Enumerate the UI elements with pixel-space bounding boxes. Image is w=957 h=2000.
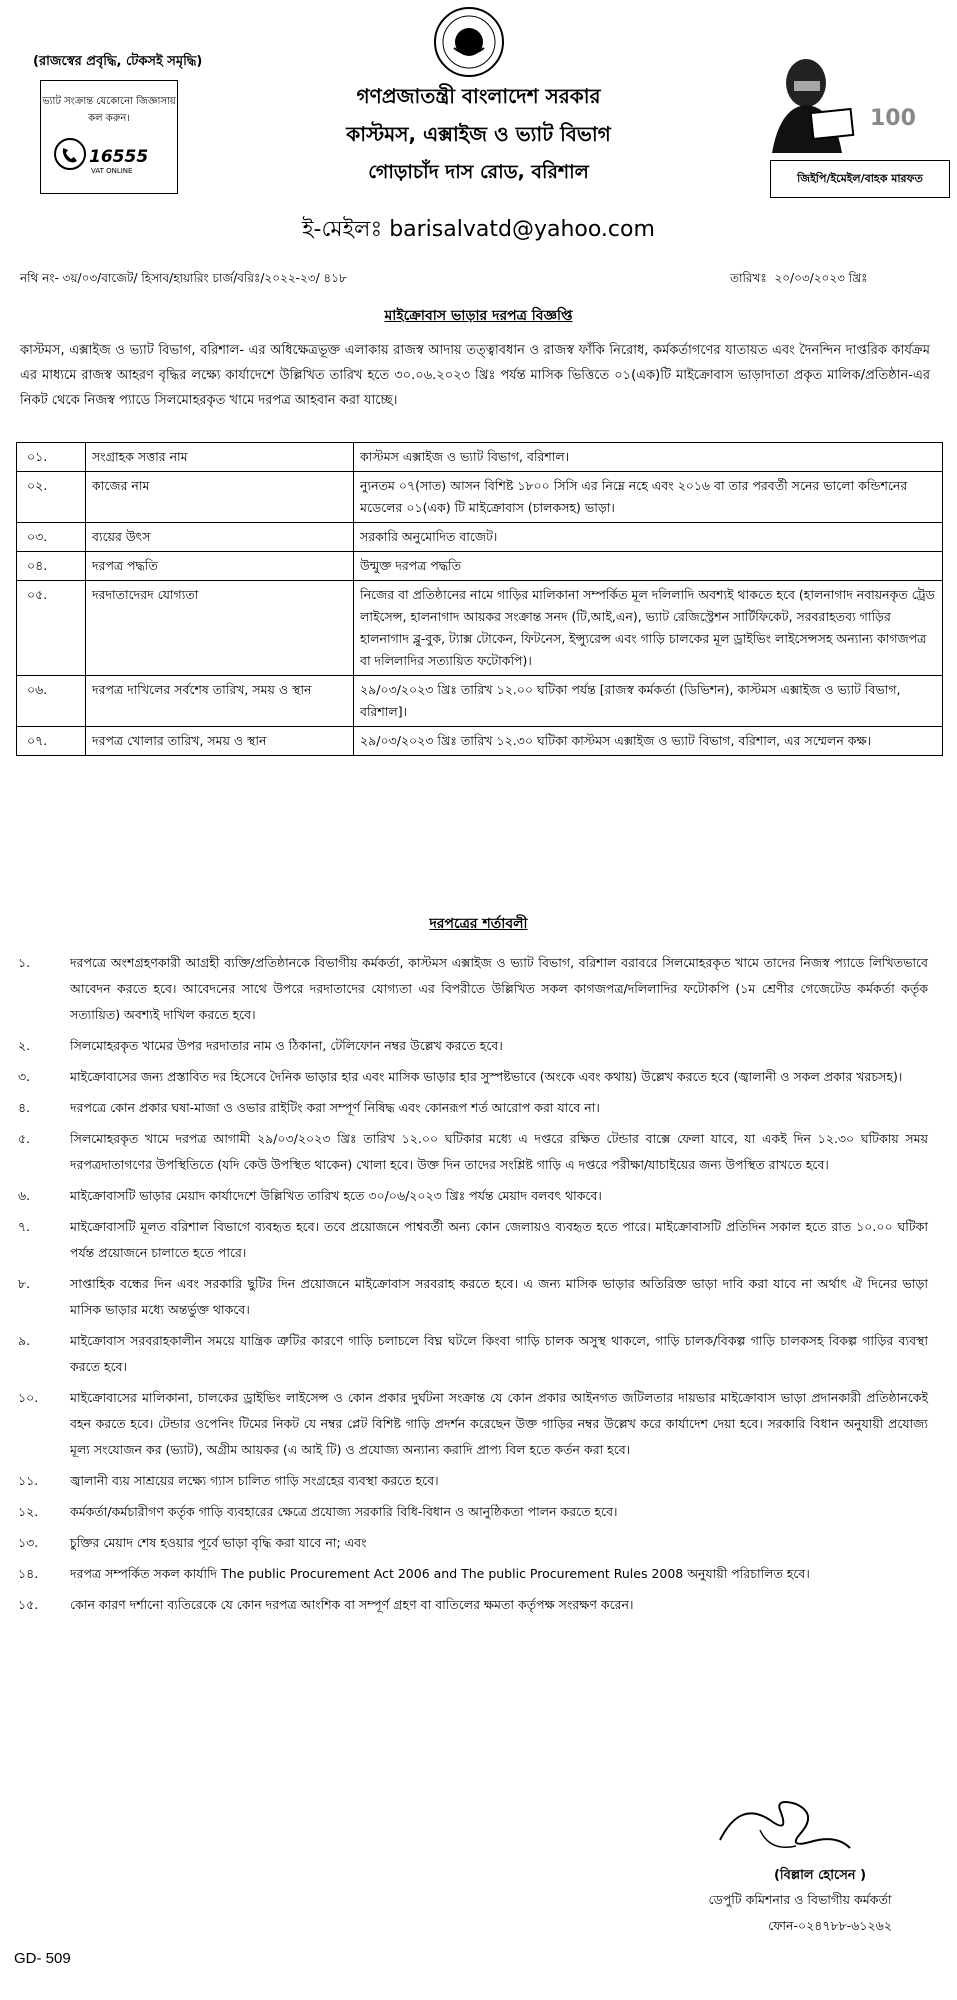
term-number: ১২.	[18, 1504, 39, 1519]
term-item	[18, 1499, 928, 1525]
term-text: চুক্তির মেয়াদ শেষ হওয়ার পূর্বে ভাড়া বৃদ্ধি করা যাবে না; এবং	[70, 1535, 367, 1550]
term-item	[18, 1095, 928, 1121]
term-number: ১০.	[18, 1390, 39, 1405]
notice-title: মাইক্রোবাস ভাড়ার দরপত্র বিজ্ঞপ্তি	[384, 308, 573, 324]
term-text: মাইক্রোবাসের মালিকানা, চালকের ড্রাইভিং লাইসেন্স ও কোন প্রকার দুর্ঘটনা সংক্রান্ত যে কোন প্রকার আইনগত জটিলতার দায়ভার মাইক্রোবাস ভাড়া প্রদানকারী প্রতিষ্ঠানকেই বহন করতে হবে। টেন্ডার ওপেনিং টিমের নিকট যে নম্বর প্লেট বিশিষ্ট গাড়ি প্রদর্শন করেছেন উক্ত গাড়ির নম্বর উল্লেখ করে কার্যাদেশ দেয়া হবে। সরকারি বিধান অনুযায়ী প্রযোজ্য মূল্য সংযোজন কর (ভ্যাট), অগ্রীম আয়কর (এ আই টি) ও প্রযোজ্য অন্যান্য করাদি প্রাপ্য বিল হতে কর্তন করা হবে।	[70, 1390, 928, 1457]
table-row	[17, 581, 943, 676]
row-value: সরকারি অনুমোদিত বাজেট।	[354, 523, 943, 552]
row-value: উন্মুক্ত দরপত্র পদ্ধতি	[354, 552, 943, 581]
term-text: কোন কারণ দর্শানো ব্যতিরেকে যে কোন দরপত্র আংশিক বা সম্পূর্ণ গ্রহণ বা বাতিলের ক্ষমতা কর্তৃপক্ষ সংরক্ষণ করেন।	[70, 1597, 634, 1612]
row-label: দরপত্র দাখিলের সর্বশেষ তারিখ, সময় ও স্থান	[86, 676, 354, 727]
date-value: ২০/০৩/২০২৩ খ্রিঃ	[774, 271, 868, 285]
term-number: ২.	[18, 1038, 31, 1053]
term-text: সিলমোহরকৃত খামের উপর দরদাতার নাম ও ঠিকানা, টেলিফোন নম্বর উল্লেখ করতে হবে।	[70, 1038, 503, 1053]
email-label: ই-মেইলঃ	[302, 217, 383, 242]
term-item	[18, 1530, 928, 1556]
email-line	[0, 212, 957, 249]
term-item	[18, 1561, 928, 1587]
term-item	[18, 1385, 928, 1463]
delivery-mode-box: জিইপি/ইমেইল/বাহক মারফত	[770, 160, 950, 198]
mujib-centenary-portrait-icon	[750, 45, 918, 153]
vat-hotline-text: ভ্যাট সংক্রান্ত যেকোনো জিজ্ঞাসায় কল করুন।	[42, 96, 176, 124]
terms-list	[18, 950, 928, 1623]
row-value: ২৯/০৩/২০২৩ খ্রিঃ তারিখ ১২.০০ ঘটিকা পর্যন্ত [রাজস্ব কর্মকর্তা (ডিভিশন), কাস্টমস এক্সাইজ ও ভ্যাট বিভাগ, বরিশাল]।	[354, 676, 943, 727]
date-line	[730, 270, 868, 290]
row-label: কাজের নাম	[86, 472, 354, 523]
term-item	[18, 950, 928, 1028]
term-number: ৬.	[18, 1188, 31, 1203]
term-text: দরপত্র সম্পর্কিত সকল কার্যাদি The public Procurement Act 2006 and The public Procurement Rules 2008 অনুযায়ী পরিচালিত হবে।	[70, 1566, 810, 1581]
table-row	[17, 443, 943, 472]
terms-title: দরপত্রের শর্তাবলী	[429, 916, 528, 932]
slogan: (রাজস্বের প্রবৃদ্ধি, টেকসই সমৃদ্ধি)	[33, 54, 203, 69]
term-item	[18, 1183, 928, 1209]
term-text: মাইক্রোবাসটি মূলত বরিশাল বিভাগে ব্যবহৃত হবে। তবে প্রয়োজনে পাশ্ববর্তী অন্য কোন জেলায়ও ব্যবহৃত হতে পারে। মাইক্রোবাসটি প্রতিদিন সকাল হতে রাত ১০.০০ ঘটিকা পর্যন্ত প্রয়োজনে চালাতে হতে পারে।	[70, 1219, 928, 1260]
department-name: কাস্টমস, এক্সাইজ ও ভ্যাট বিভাগ	[346, 122, 611, 146]
handwritten-signature-icon	[700, 1790, 880, 1862]
term-number: ১৪.	[18, 1566, 39, 1581]
term-text: দরপত্রে কোন প্রকার ঘষা-মাজা ও ওভার রাইটিং করা সম্পূর্ণ নিষিদ্ধ এবং কোনরূপ শর্ত আরোপ করা যাবে না।	[70, 1100, 600, 1115]
government-seal-icon	[424, 4, 514, 80]
term-number: ৫.	[18, 1131, 31, 1146]
date-label: তারিখঃ	[730, 271, 767, 285]
table-row	[17, 523, 943, 552]
row-value: নিজের বা প্রতিষ্ঠানের নামে গাড়ির মালিকানা সম্পর্কিত মূল দলিলাদি অবশ্যই থাকতে হবে (হালনাগাদ নবায়নকৃত ট্রেড লাইসেন্স, হালনাগাদ আয়কর সংক্রান্ত সনদ (টি,আই,এন), ভ্যাট রেজিস্ট্রেশন সার্টিফিকেট, সরবরাহতব্য গাড়ির হালনাগাদ ব্লু-বুক, ট্যাক্স টোকেন, ফিটনেস, ইন্স্যুরেন্স এবং গাড়ি চালকের মূল ড্রাইভিং লাইসেন্সসহ অন্যান্য কাগজপত্র বা দলিলাদির সত্যায়িত ফটোকপি)।	[354, 581, 943, 676]
row-value: ২৯/০৩/২০২৩ খ্রিঃ তারিখ ১২.৩০ ঘটিকা কাস্টমস এক্সাইজ ও ভ্যাট বিভাগ, বরিশাল, এর সম্মেলন কক্ষ।	[354, 727, 943, 756]
row-number: ০১.	[17, 443, 86, 472]
term-item	[18, 1064, 928, 1090]
term-item	[18, 1468, 928, 1494]
term-text: দরপত্রে অংশগ্রহণকারী আগ্রহী ব্যক্তি/প্রতিষ্ঠানকে বিভাগীয় কর্মকর্তা, কাস্টমস এক্সাইজ ও ভ্যাট বিভাগ, বরিশাল বরাবরে সিলমোহরকৃত খামে তাদের নিজস্ব প্যাডে লিখিতভাবে আবেদন করতে হবে। আবেদনের সাথে উপরে দরদাতাদের যোগ্যতা এর বিপরীতে উল্লিখিত সকল কাগজপত্র/দলিলাদির ফটোকপি (১ম শ্রেণীর গেজেটেড কর্মকর্তা কর্তৃক সত্যায়িত) অবশ্যই দাখিল করতে হবে।	[70, 955, 928, 1022]
term-number: ৯.	[18, 1333, 31, 1348]
term-item	[18, 1033, 928, 1059]
term-item	[18, 1271, 928, 1323]
row-label: দরপত্র খোলার তারিখ, সময় ও স্থান	[86, 727, 354, 756]
row-value: কাস্টমস এক্সাইজ ও ভ্যাট বিভাগ, বরিশাল।	[354, 443, 943, 472]
table-row	[17, 727, 943, 756]
term-number: ৭.	[18, 1219, 31, 1234]
row-number: ০৫.	[17, 581, 86, 676]
term-number: ১৫.	[18, 1597, 39, 1612]
term-text: মাইক্রোবাসটি ভাড়ার মেয়াদ কার্যাদেশে উল্লিখিত তারিখ হতে ৩০/০৬/২০২৩ খ্রিঃ পর্যন্ত মেয়াদ বলবৎ থাকবে।	[70, 1188, 602, 1203]
svg-text:100: 100	[870, 106, 916, 131]
table-row	[17, 676, 943, 727]
hotline-sub: VAT ONLINE	[91, 167, 133, 175]
signatory-designation: ডেপুটি কমিশনার ও বিভাগীয় কর্মকর্তা	[708, 1892, 892, 1907]
row-label: ব্যয়ের উৎস	[86, 523, 354, 552]
office-address: গোড়াচাঁদ দাস রোড, বরিশাল	[368, 161, 589, 183]
term-text: জ্বালানী ব্যয় সাশ্রয়ের লক্ষ্যে গ্যাস চালিত গাড়ি সংগ্রহের ব্যবস্থা করতে হবে।	[70, 1473, 439, 1488]
hotline-number: 16555	[89, 147, 149, 167]
term-number: ৮.	[18, 1276, 31, 1291]
notice-intro: কাস্টমস, এক্সাইজ ও ভ্যাট বিভাগ, বরিশাল- এর অধিক্ষেত্রভূক্ত এলাকায় রাজস্ব আদায় তত্ত্বাবধান ও রাজস্ব ফাঁকি নিরোধ, কর্মকর্তাগণের যাতায়ত এবং দৈনন্দিন দাপ্তরিক কার্যক্রম এর মাধ্যমে রাজস্ব আহরণ বৃদ্ধির লক্ষ্যে কার্যাদেশে উল্লিখিত তারিখ হতে ৩০.০৬.২০২৩ খ্রিঃ পর্যন্ত মাসিক ভিত্তিতে ০১(এক)টি মাইক্রোবাস ভাড়াদাতা প্রকৃত মালিক/প্রতিষ্ঠান-এর নিকট থেকে নিজস্ব প্যাডে সিলমোহরকৃত খামে দরপত্র আহবান করা যাচ্ছে।	[20, 343, 930, 408]
row-number: ০৭.	[17, 727, 86, 756]
signatory-name: (বিল্লাল হোসেন )	[773, 1868, 867, 1883]
gd-code: GD- 509	[14, 1950, 71, 1967]
memo-number: নথি নং- ৩য়/০৩/বাজেট/ হিসাব/হায়ারিং চার্জ/বরিঃ/২০২২-২৩/ ৪১৮	[20, 271, 347, 285]
row-label: দরদাতাদেরদ যোগ্যতা	[86, 581, 354, 676]
term-item	[18, 1214, 928, 1266]
tender-spec-table	[16, 442, 943, 756]
term-number: ৪.	[18, 1100, 31, 1115]
term-item	[18, 1126, 928, 1178]
row-label: সংগ্রাহক সত্তার নাম	[86, 443, 354, 472]
term-text: মাইক্রোবাসের জন্য প্রস্তাবিত দর হিসেবে দৈনিক ভাড়ার হার এবং মাসিক ভাড়ার হার সুস্পষ্টভাবে (অংকে এবং কথায়) উল্লেখ করতে হবে (জ্বালানী ও সকল প্রকার খরচসহ)।	[70, 1069, 903, 1084]
term-item	[18, 1328, 928, 1380]
term-number: ১.	[18, 955, 31, 970]
term-text: কর্মকর্তা/কর্মচারীগণ কর্তৃক গাড়ি ব্যবহারের ক্ষেত্রে প্রযোজ্য সরকারি বিধি-বিধান ও আনুষ্ঠিকতা পালন করতে হবে।	[70, 1504, 618, 1519]
row-number: ০৩.	[17, 523, 86, 552]
term-number: ১৩.	[18, 1535, 39, 1550]
government-name: গণপ্রজাতন্ত্রী বাংলাদেশ সরকার	[356, 84, 601, 108]
table-row	[17, 472, 943, 523]
term-text: সিলমোহরকৃত খামে দরপত্র আগামী ২৯/০৩/২০২৩ খ্রিঃ তারিখ ১২.০০ ঘটিকার মধ্যে এ দপ্তরে রক্ষিত টেন্ডার বাক্সে ফেলা যাবে, যা একই দিন ১২.৩০ ঘটিকায় সময় দরপত্রদাতাগণের উপস্থিতিতে (যদি কেউ উপস্থিত থাকেন) খোলা হবে। উক্ত দিন তাদের সংশ্লিষ্ট গাড়ি এ দপ্তরে পরীক্ষা/যাচাইয়ের জন্য উপস্থিত রাখতে হবে।	[70, 1131, 928, 1172]
email-address[interactable]: barisalvatd@yahoo.com	[389, 217, 655, 242]
row-number: ০২.	[17, 472, 86, 523]
table-row	[17, 552, 943, 581]
row-number: ০৪.	[17, 552, 86, 581]
signatory-phone: ফোন-০২৪৭৮৮-৬১২৬২	[768, 1918, 892, 1933]
term-text: সাপ্তাহিক বন্ধের দিন এবং সরকারি ছুটির দিন প্রয়োজনে মাইক্রোবাস সরবরাহ করতে হবে। এ জন্য মাসিক ভাড়ার অতিরিক্ত ভাড়া দাবি করা যাবে না অর্থাৎ ঐ দিনের ভাড়া মাসিক ভাড়ার মধ্যে অন্তর্ভুক্ত থাকবে।	[70, 1276, 928, 1317]
term-number: ৩.	[18, 1069, 31, 1084]
row-label: দরপত্র পদ্ধতি	[86, 552, 354, 581]
term-item	[18, 1592, 928, 1618]
term-number: ১১.	[18, 1473, 39, 1488]
row-value: ন্যুনতম ০৭(সাত) আসন বিশিষ্ট ১৮০০ সিসি এর নিম্নে নহে এবং ২০১৬ বা তার পরবর্তী সনের ভালো কন্ডিশনের মডেলের ০১(এক) টি মাইক্রোবাস (চালকসহ) ভাড়া।	[354, 472, 943, 523]
term-text: মাইক্রোবাস সরবরাহকালীন সময়ে যান্ত্রিক ত্রুটির কারণে গাড়ি চলাচলে বিঘ্ন ঘটলে কিংবা গাড়ি চালক অসুস্থ থাকলে, গাড়ি চালক/বিকল্প গাড়ি চালকসহ বিকল্প গাড়ির ব্যবস্থা করতে হবে।	[70, 1333, 928, 1374]
row-number: ০৬.	[17, 676, 86, 727]
